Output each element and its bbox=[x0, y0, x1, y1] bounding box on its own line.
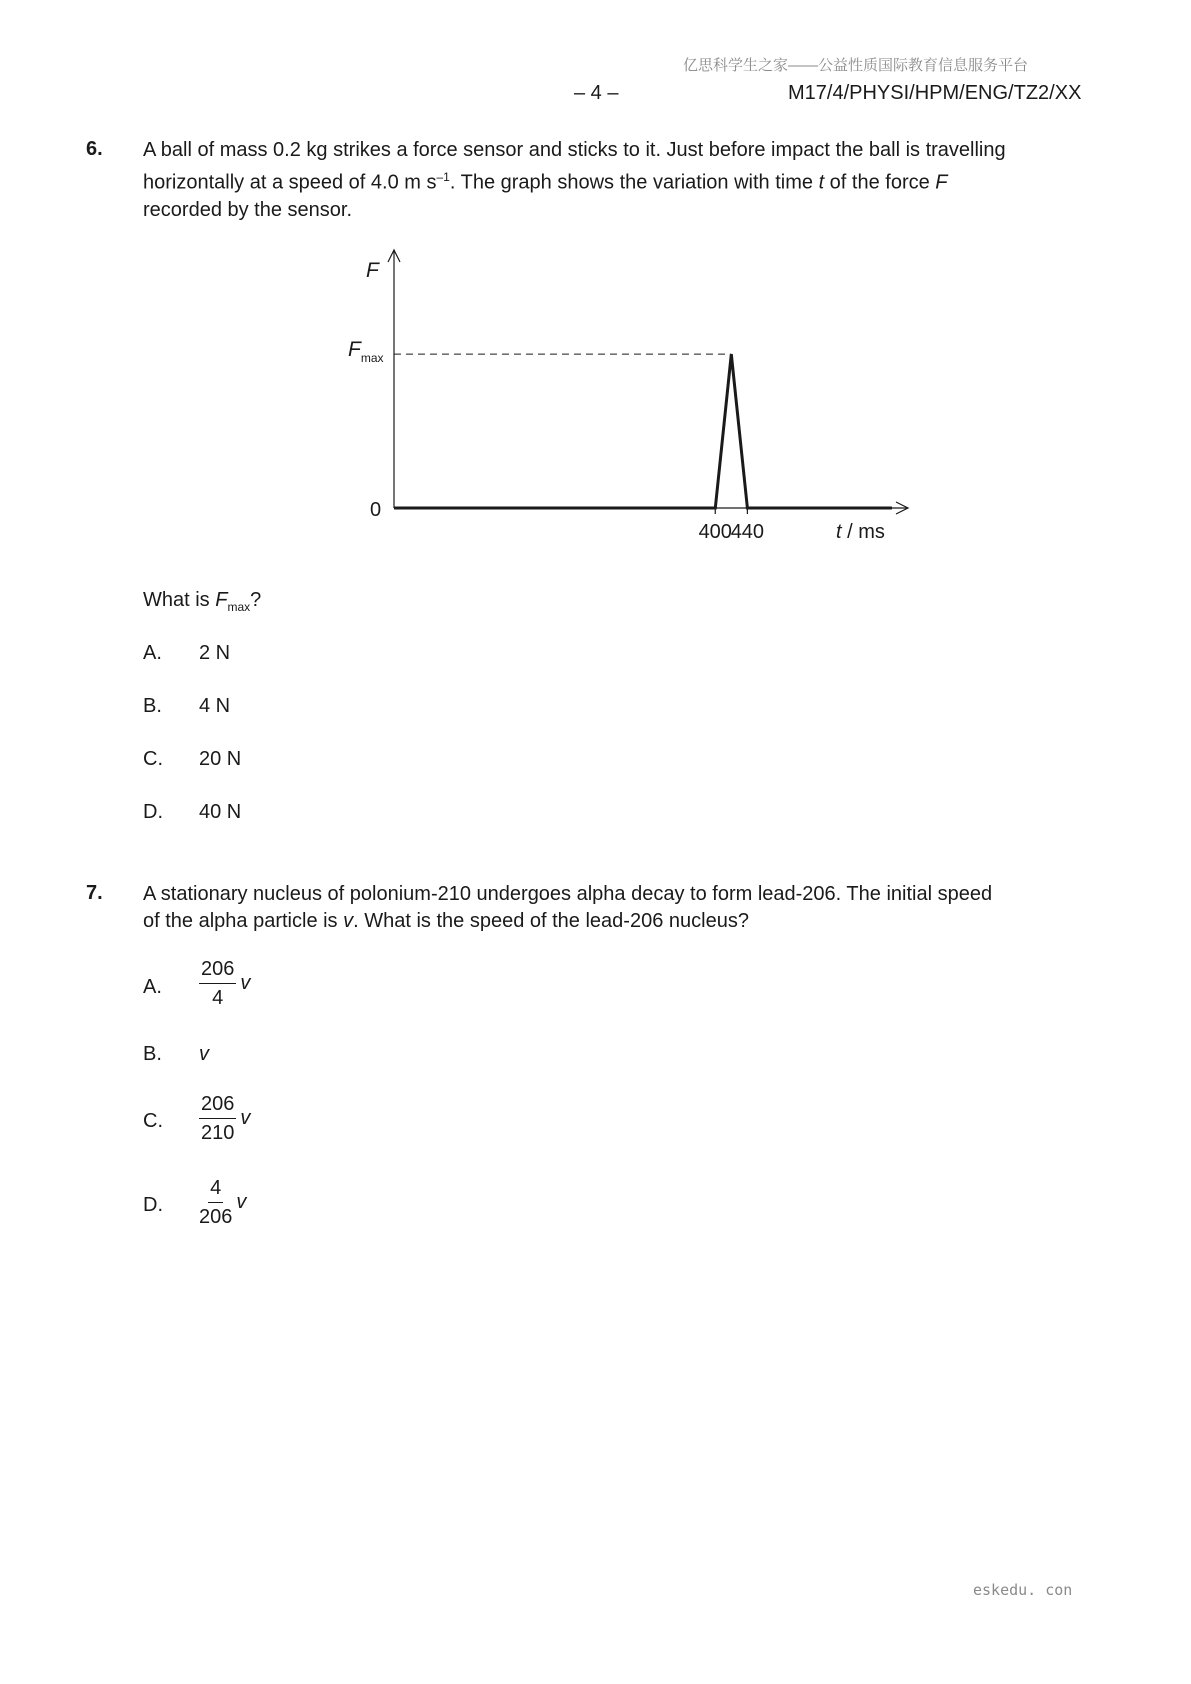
question-7-stem bbox=[143, 881, 1143, 935]
variable-v: v bbox=[240, 1107, 251, 1129]
stem-text: of the alpha particle is bbox=[143, 910, 344, 932]
force-series-line bbox=[394, 354, 892, 508]
fraction-numerator: 206 bbox=[199, 958, 236, 984]
stem-text: of the force bbox=[824, 171, 936, 194]
fraction-numerator: 206 bbox=[199, 1093, 236, 1119]
stem-var-F: F bbox=[935, 171, 948, 194]
force-time-graph bbox=[330, 240, 930, 550]
fraction-denominator: 4 bbox=[212, 987, 224, 1009]
stem-superscript: –1 bbox=[436, 170, 450, 184]
q7-option-b-value bbox=[195, 1043, 209, 1066]
fraction-denominator: 210 bbox=[201, 1122, 235, 1144]
q7-option-c-value bbox=[199, 1093, 250, 1144]
x-axis-label-unit: / ms bbox=[841, 521, 885, 543]
origin-label: 0 bbox=[370, 499, 382, 521]
stem-text: . What is the speed of the lead-206 nucleus? bbox=[353, 910, 749, 932]
fraction-numerator: 4 bbox=[208, 1177, 223, 1203]
footer-site-text: eskedu. con bbox=[973, 1581, 1073, 1599]
q7-option-c[interactable]: C. bbox=[143, 1110, 163, 1132]
q7-option-a[interactable]: A. bbox=[143, 976, 162, 998]
option-letter: B. bbox=[143, 695, 162, 717]
question-6-number: 6. bbox=[86, 138, 103, 160]
q6-option-a[interactable] bbox=[143, 642, 162, 665]
stem-line: recorded by the sensor. bbox=[143, 198, 353, 221]
q7-option-b[interactable]: B. bbox=[143, 1043, 162, 1065]
paper-code: M17/4/PHYSI/HPM/ENG/TZ2/XX bbox=[788, 82, 1082, 104]
question-7-number: 7. bbox=[86, 882, 103, 904]
q6-option-d[interactable] bbox=[143, 801, 163, 824]
x-tick-label: 440 bbox=[730, 521, 765, 543]
variable-v: v bbox=[236, 1191, 247, 1213]
x-axis-label-var: t bbox=[836, 521, 842, 543]
stem-text: horizontally at a speed of 4.0 m s bbox=[143, 171, 437, 194]
prompt-sub: max bbox=[227, 600, 251, 614]
stem-text: . The graph shows the variation with time bbox=[449, 171, 819, 194]
page-number: – 4 – bbox=[574, 82, 619, 104]
fmax-label-F: F bbox=[348, 338, 361, 362]
stem-var-t: t bbox=[818, 171, 825, 194]
fmax-label bbox=[348, 338, 384, 365]
question-6-stem bbox=[143, 137, 1143, 224]
variable-v: v bbox=[240, 972, 251, 994]
stem-line: A ball of mass 0.2 kg strikes a force sensor and sticks to it. Just before impact the ball is travelling bbox=[143, 139, 1006, 161]
q7-option-d-value bbox=[199, 1177, 246, 1228]
stem-line bbox=[143, 908, 1143, 935]
x-axis-label bbox=[836, 521, 885, 543]
prompt-text: ? bbox=[250, 589, 262, 611]
stem-line bbox=[143, 164, 1143, 197]
q6-option-b-value: 4 N bbox=[199, 695, 231, 717]
q7-option-d[interactable]: D. bbox=[143, 1194, 163, 1216]
question-6-prompt bbox=[143, 587, 261, 621]
q6-option-d-value: 40 N bbox=[199, 801, 242, 823]
fraction bbox=[199, 958, 236, 1009]
variable-v: v bbox=[199, 1043, 209, 1065]
prompt-text: What is bbox=[143, 589, 216, 611]
option-letter: A. bbox=[143, 642, 162, 664]
fraction bbox=[199, 1093, 236, 1144]
q6-option-c[interactable] bbox=[143, 748, 163, 771]
watermark-text: 亿思科学生之家——公益性质国际教育信息服务平台 bbox=[683, 57, 1029, 74]
fraction bbox=[199, 1177, 232, 1228]
fmax-label-sub: max bbox=[360, 351, 384, 366]
option-letter: D. bbox=[143, 801, 163, 823]
q6-option-b[interactable] bbox=[143, 695, 162, 718]
option-letter: C. bbox=[143, 748, 163, 770]
stem-line: A stationary nucleus of polonium-210 undergoes alpha decay to form lead-206. The initial speed bbox=[143, 883, 993, 905]
q6-option-a-value: 2 N bbox=[199, 642, 231, 664]
y-axis-label: F bbox=[366, 259, 379, 282]
x-tick-label: 400 bbox=[698, 521, 732, 543]
prompt-var-F: F bbox=[215, 589, 228, 611]
q7-option-a-value bbox=[199, 958, 250, 1009]
q6-option-c-value: 20 N bbox=[199, 748, 242, 770]
stem-var-v: v bbox=[343, 910, 354, 932]
fraction-denominator: 206 bbox=[199, 1206, 233, 1228]
